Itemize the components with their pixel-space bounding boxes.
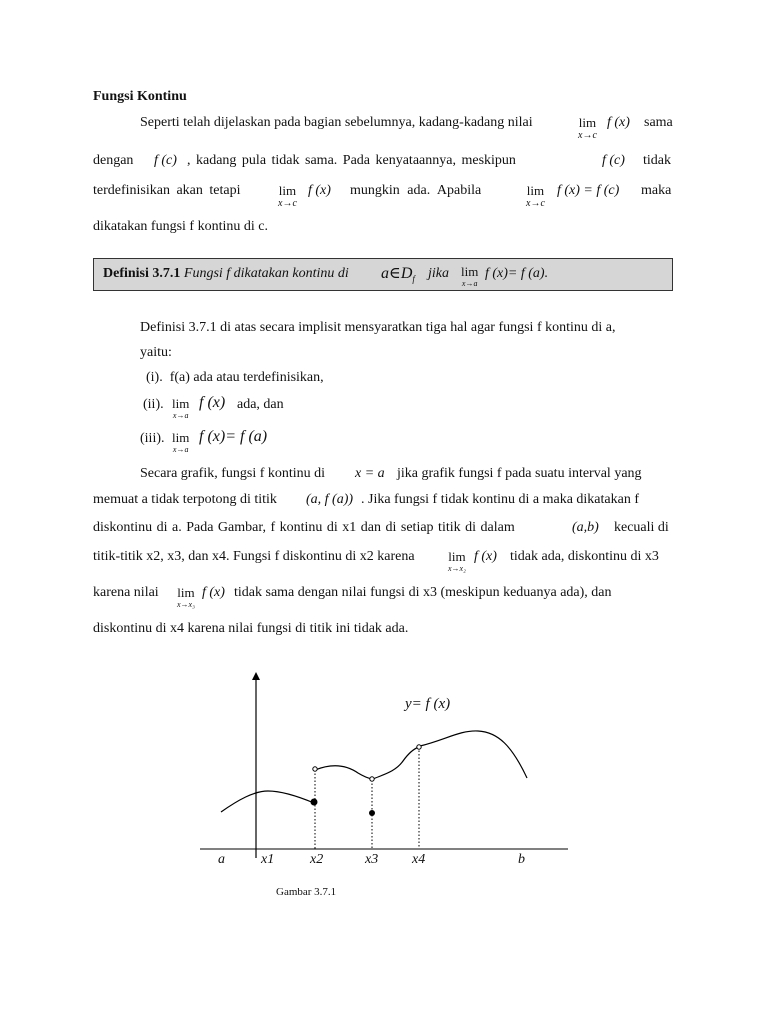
para3-line2: memuat a tidak terpotong di titik	[93, 492, 277, 507]
axis-label-x3: x3	[365, 852, 379, 867]
curve-segment-4	[420, 731, 527, 778]
a-in-domain: $a\in D_f$	[381, 265, 415, 285]
para2-line1: Definisi 3.7.1 di atas secara implisit mensyaratkan tiga hal agar fungsi f kontinu di a,	[140, 320, 616, 335]
para1-line1: Seperti telah dijelaskan pada bagian sebelumnya, kadang-kadang nilai	[140, 115, 533, 130]
para3-line3: diskontinu di a. Pada Gambar, f kontinu di x1 dan di setiap titik di dalam	[93, 520, 515, 535]
figure-caption: Gambar 3.7.1	[276, 886, 337, 898]
axis-label-x4: x4	[412, 852, 426, 867]
para1-line3: terdefinisikan akan tetapi	[93, 183, 241, 198]
curve-label: y= f (x)	[405, 696, 451, 712]
para3-line4: titik-titik x2, x3, dan x4. Fungsi f diskontinu di x2 karena	[93, 549, 415, 564]
filled-point-x3	[369, 810, 375, 816]
para1-line4: dikatakan fungsi f kontinu di c.	[93, 219, 268, 234]
para3-line1: Secara grafik, fungsi f kontinu di	[140, 466, 326, 481]
curve-segment-3	[373, 747, 419, 779]
para1-line2: dengan	[93, 153, 134, 168]
filled-point-x2	[311, 799, 318, 806]
curve-segment-2	[315, 766, 372, 779]
axis-label-b: b	[518, 852, 525, 867]
para3-line6: diskontinu di x4 karena nilai fungsi di titik ini tidak ada.	[93, 621, 409, 636]
para2-line2: yaitu:	[140, 345, 172, 360]
para3-line5: karena nilai	[93, 585, 159, 600]
curve-segment-1	[221, 791, 314, 812]
open-point-x4	[417, 745, 421, 749]
condition-2: (ii).	[143, 397, 164, 412]
condition-3: (iii).	[140, 431, 165, 446]
y-axis-arrow-icon	[252, 672, 260, 680]
limit-x-to-c: lim x→c	[578, 115, 597, 141]
open-point-x3	[370, 777, 374, 781]
definition-box: Definisi 3.7.1 Fungsi f dikatakan kontinu di $a\in D_f$ jika lim x→a f (x)= f (a).	[93, 258, 673, 291]
axis-label-x1: x1	[261, 852, 275, 867]
condition-1: (i). f(a) ada atau terdefinisikan,	[146, 370, 324, 385]
open-point-x2	[313, 767, 317, 771]
axis-label-a: a	[218, 852, 225, 867]
section-title: Fungsi Kontinu	[93, 89, 187, 104]
axis-label-x2: x2	[310, 852, 324, 867]
figure-graph	[0, 660, 768, 900]
